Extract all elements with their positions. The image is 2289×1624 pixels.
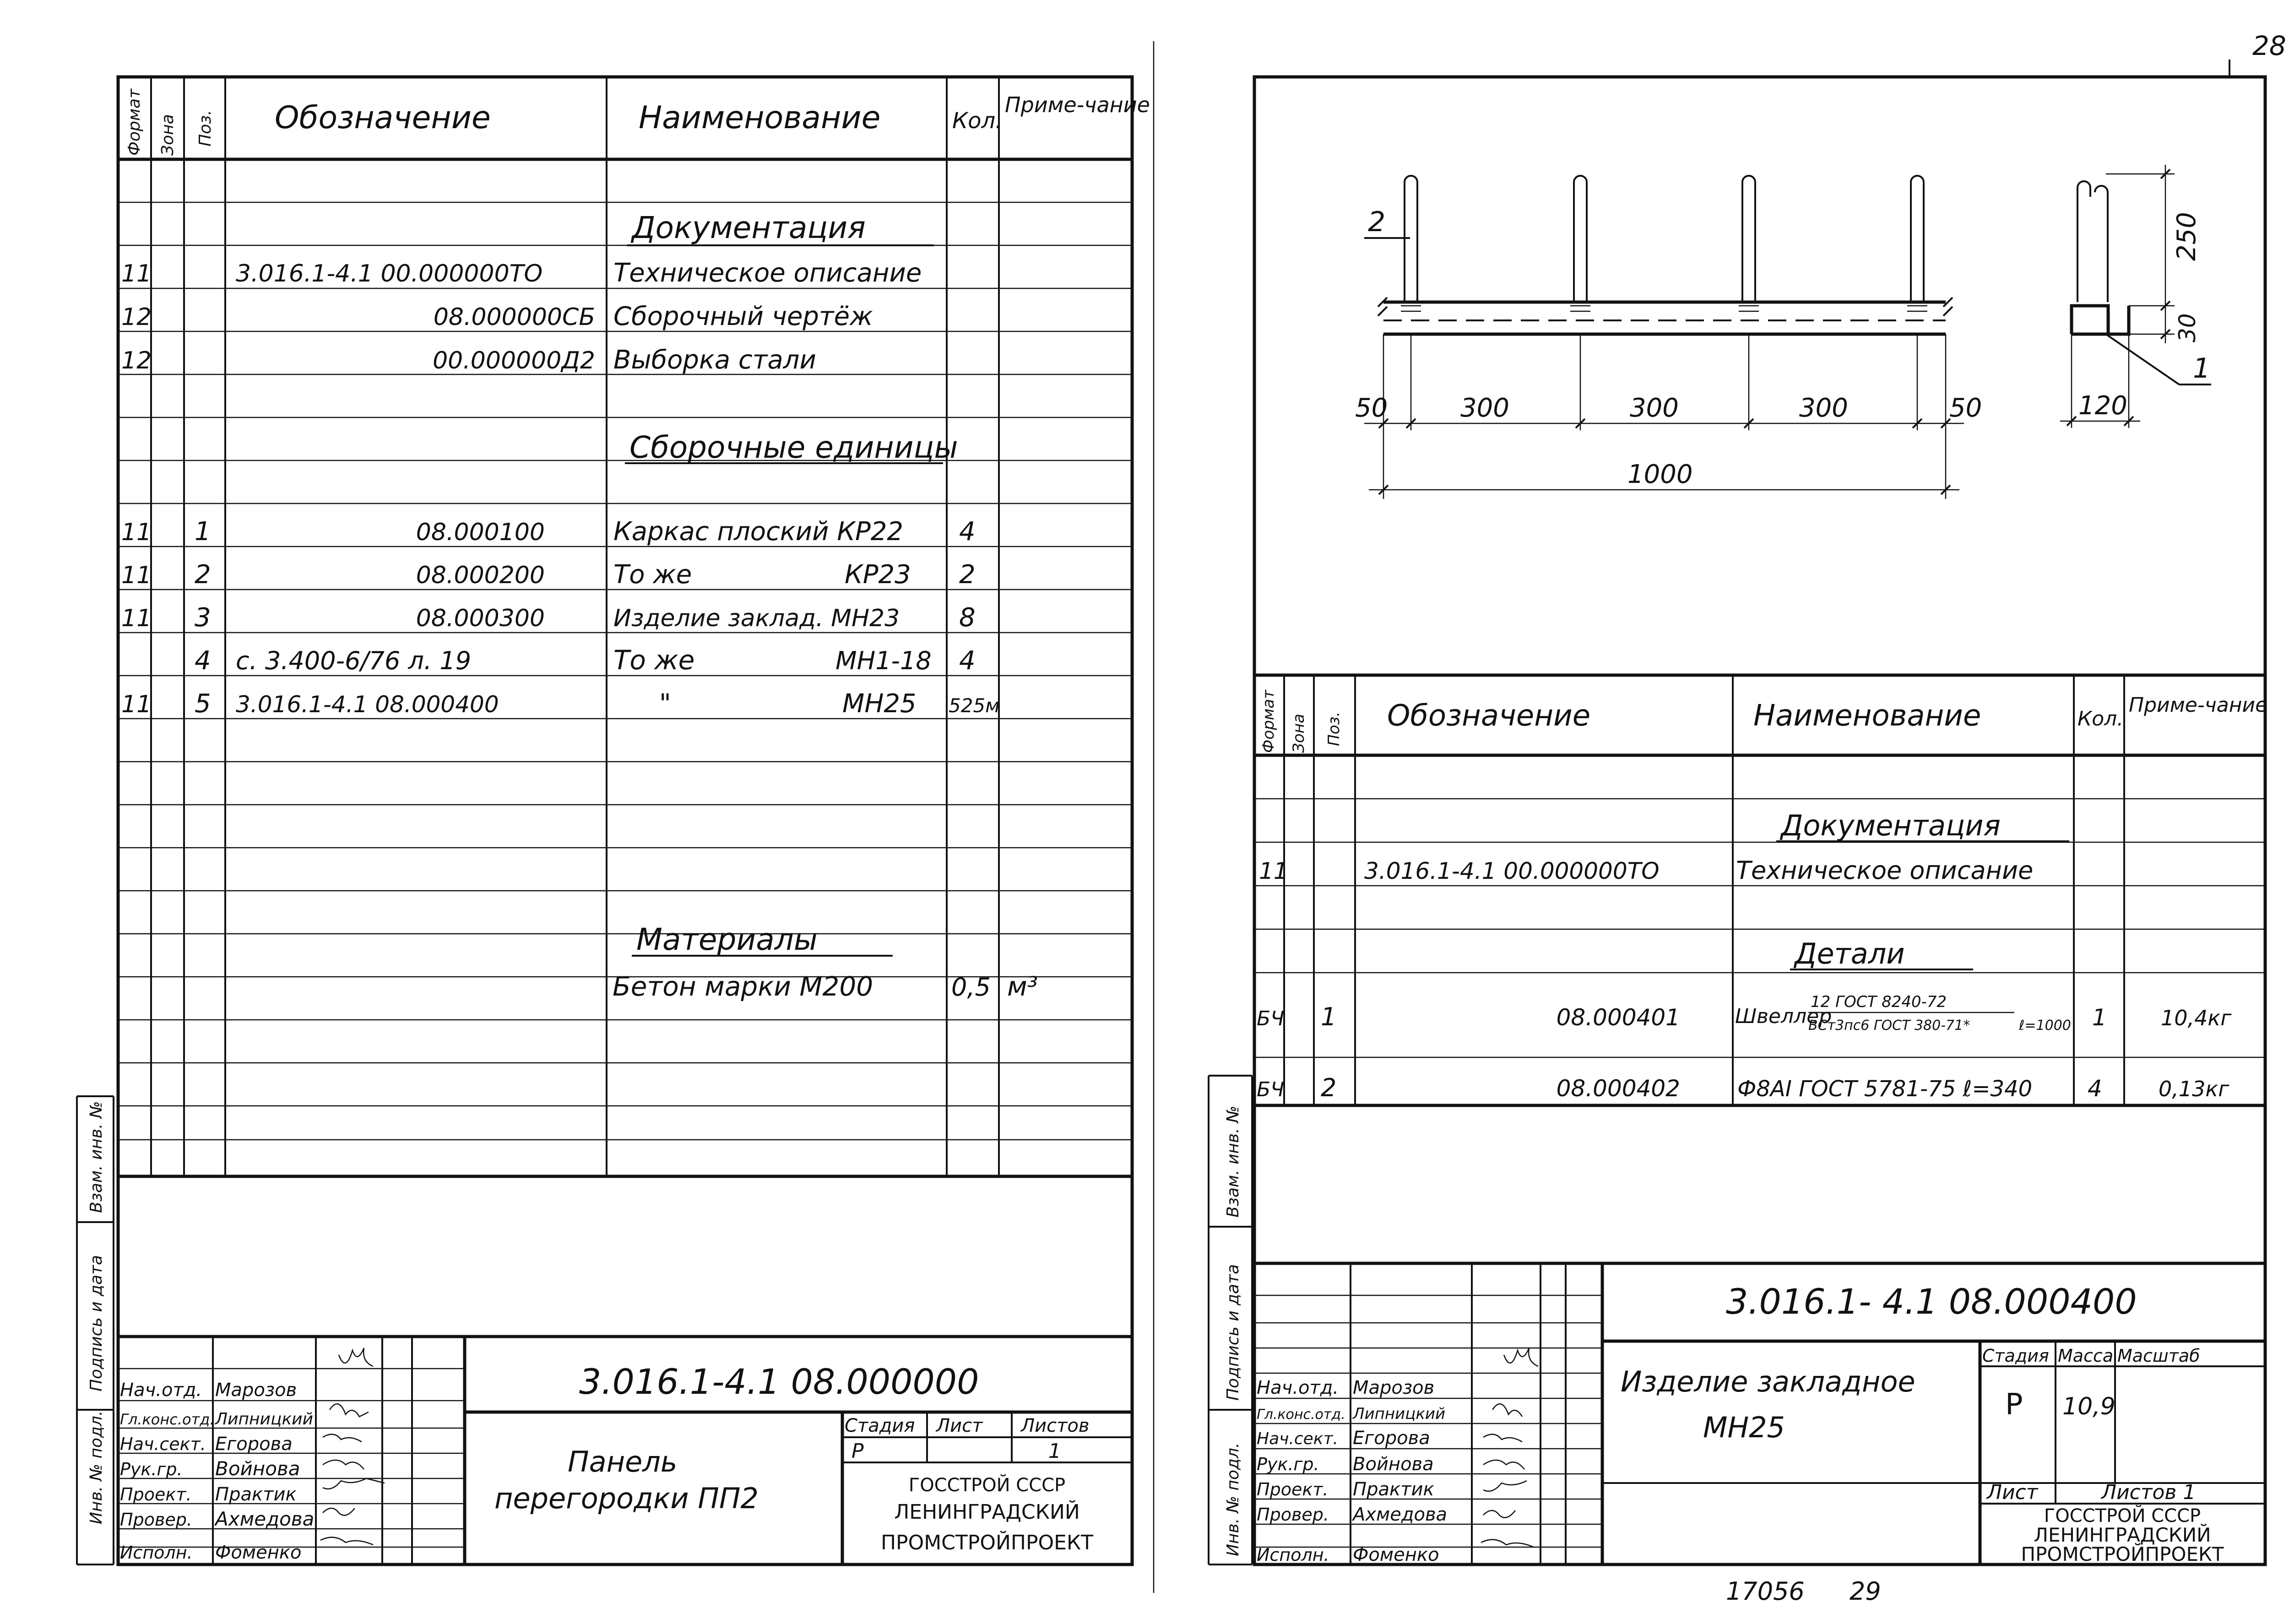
right-title-line1: Изделие закладное (1621, 1365, 1915, 1398)
left-stage-label: Стадия (845, 1415, 915, 1436)
right-r2-name-num: 12 ГОСТ 8240-72 (1811, 993, 1947, 1011)
sig-role: Исполн. (120, 1543, 193, 1563)
right-r1-format: 11 (1259, 858, 1288, 884)
right-org1: ГОССТРОЙ СССР (2044, 1505, 2201, 1527)
sig-name: Войнова (1353, 1454, 1434, 1475)
left-r8-format: 11 (121, 691, 152, 718)
left-r3-name: Выборка стали (613, 345, 816, 375)
header-format: Формат (125, 88, 144, 156)
sig-name: Марозов (1353, 1377, 1435, 1398)
right-r3-note: 0,13кг (2159, 1077, 2229, 1101)
left-r6-qty: 8 (959, 603, 976, 633)
left-r1-format: 11 (121, 260, 152, 287)
right-org3: ПРОМСТРОЙПРОЕКТ (2021, 1543, 2224, 1565)
right-r2-qty: 1 (2092, 1004, 2107, 1031)
dim-120: 120 (2078, 391, 2127, 421)
right-sheet-drawing (1163, 0, 2289, 1622)
left-org1: ГОССТРОЙ СССР (908, 1475, 1066, 1496)
left-r2-designation: 08.000000СБ (433, 303, 595, 331)
left-r6-name: Изделие заклад. МН23 (613, 605, 900, 632)
right-r2-name-prefix: Швеллер (1735, 1005, 1832, 1028)
right-stage-value: Р (2005, 1388, 2023, 1422)
signature-scribbles (320, 1348, 385, 1545)
leader-pos-2: 2 (1368, 206, 1386, 238)
right-sheet-label: Лист (1987, 1481, 2038, 1504)
left-r5-designation: 08.000200 (416, 562, 545, 589)
left-r7-name2: МН1-18 (835, 646, 932, 675)
left-r3-format: 12 (121, 347, 152, 374)
bottom-number-1: 17056 (1726, 1577, 1805, 1606)
dim-300-2: 300 (1630, 393, 1679, 423)
stamp-vzam: Взам. инв. № (1224, 1105, 1242, 1218)
right-sheets-label: Листов 1 (2101, 1481, 2196, 1504)
sig-role: Рук.гр. (1257, 1454, 1319, 1474)
left-r3-designation: 00.000000Д2 (433, 347, 595, 374)
dim-1000: 1000 (1627, 460, 1693, 489)
left-r6-format: 11 (121, 605, 152, 632)
left-sheets-value: 1 (1048, 1440, 1061, 1463)
header-name: Наименование (1753, 699, 1981, 733)
left-r9-note: м³ (1007, 971, 1038, 1002)
dim-50-left: 50 (1355, 393, 1388, 423)
sig-role: Гл.конс.отд. (1257, 1407, 1345, 1423)
stamp-podpis: Подпись и дата (1224, 1264, 1242, 1401)
sig-role: Проект. (120, 1484, 192, 1505)
right-sec-docs: Документация (1781, 809, 2001, 842)
header-qty: Кол. (952, 108, 1003, 134)
sig-name: Егорова (215, 1434, 293, 1455)
corner-page-number: 28 (2252, 30, 2286, 61)
left-r8-pos: 5 (195, 689, 211, 719)
right-r3-qty: 4 (2088, 1075, 2102, 1102)
section-view (2060, 165, 2211, 428)
stamp-vzam: Взам. инв. № (87, 1101, 106, 1213)
right-r3-pos: 2 (1321, 1073, 1337, 1102)
header-zone: Зона (158, 114, 177, 156)
sig-role: Нач.сект. (1257, 1429, 1338, 1448)
bottom-number-2: 29 (1850, 1577, 1881, 1606)
sig-role: Гл.конс.отд. (120, 1411, 215, 1428)
left-sec-materials: Материалы (636, 922, 818, 957)
stamp-inv-podl: Инв. № подл. (1224, 1442, 1242, 1556)
left-r5-name: То же (613, 560, 692, 590)
left-r5-name2: КР23 (845, 560, 911, 590)
sig-role: Нач.отд. (120, 1380, 202, 1401)
sig-name: Ахмедова (215, 1508, 315, 1530)
leader-pos-1: 1 (2193, 352, 2211, 384)
sig-name: Практик (215, 1484, 297, 1505)
header-format: Формат (1259, 690, 1278, 753)
left-r4-format: 11 (121, 519, 152, 546)
left-r4-name: Каркас плоский КР22 (613, 517, 904, 547)
header-designation: Обозначение (1387, 699, 1591, 733)
left-r4-designation: 08.000100 (416, 519, 545, 546)
sig-role: Рук.гр. (120, 1459, 183, 1479)
right-r1-designation: 3.016.1-4.1 00.000000ТО (1364, 858, 1660, 884)
left-r2-format: 12 (121, 303, 152, 331)
right-title-line2: МН25 (1703, 1411, 1785, 1444)
left-title-line2: перегородки ПП2 (494, 1482, 759, 1515)
left-org3: ПРОМСТРОЙПРОЕКТ (880, 1531, 1094, 1554)
stamp-inv-podl: Инв. № подл. (87, 1410, 106, 1524)
right-doc-code: 3.016.1- 4.1 08.000400 (1726, 1281, 2137, 1322)
left-r6-pos: 3 (195, 603, 211, 633)
sig-name: Практик (1353, 1479, 1434, 1500)
right-org2: ЛЕНИНГРАДСКИЙ (2034, 1524, 2211, 1546)
sig-role: Исполн. (1257, 1545, 1329, 1565)
sig-role: Нач.сект. (120, 1434, 206, 1454)
sig-role: Провер. (120, 1510, 192, 1530)
right-r1-name: Техническое описание (1736, 856, 2034, 885)
right-signatures (1257, 1377, 1447, 1565)
left-r7-name: То же (613, 644, 695, 676)
header-note: Приме-чание (2129, 693, 2268, 717)
right-r2-designation: 08.000401 (1556, 1004, 1680, 1031)
sig-name: Фоменко (1353, 1544, 1439, 1565)
left-r7-qty: 4 (959, 646, 976, 676)
anchor-bars (1401, 176, 1927, 311)
left-sec-docs: Документация (632, 210, 866, 245)
header-pos: Поз. (196, 110, 215, 146)
left-r9-qty: 0,5 (951, 973, 991, 1001)
sig-name: Фоменко (215, 1542, 302, 1563)
left-r8-name2: МН25 (842, 689, 917, 719)
left-r8-qty: 525м (949, 694, 1000, 717)
sig-name: Войнова (215, 1457, 300, 1480)
right-mass-label: Масса (2058, 1346, 2114, 1366)
left-sec-units: Сборочные единицы (629, 430, 958, 465)
right-r2-pos: 1 (1321, 1002, 1337, 1031)
dim-30: 30 (2174, 313, 2201, 342)
right-r2-name-den: ВСт3пс6 ГОСТ 380-71* (1808, 1018, 1970, 1034)
sig-name: Ахмедова (1353, 1504, 1448, 1525)
right-r3-name: Ф8АI ГОСТ 5781-75 ℓ=340 (1737, 1076, 2033, 1102)
left-stage-value: Р (852, 1440, 864, 1463)
left-sheet-label: Лист (936, 1415, 983, 1436)
left-doc-code: 3.016.1-4.1 08.000000 (579, 1361, 979, 1402)
stamp-podpis: Подпись и дата (87, 1255, 106, 1391)
header-pos: Поз. (1325, 711, 1343, 746)
left-r6-designation: 08.000300 (416, 605, 545, 632)
left-r1-designation: 3.016.1-4.1 00.000000ТО (236, 260, 543, 287)
signature-scribbles (1481, 1348, 1538, 1547)
left-org2: ЛЕНИНГРАДСКИЙ (894, 1500, 1080, 1524)
header-designation: Обозначение (275, 100, 491, 136)
left-r8-designation: 3.016.1-4.1 08.000400 (236, 691, 499, 718)
sig-role: Провер. (1257, 1505, 1329, 1525)
dim-300-3: 300 (1799, 393, 1848, 423)
sig-name: Марозов (215, 1380, 297, 1401)
left-title-line1: Панель (568, 1445, 678, 1478)
sig-name: Липницкий (215, 1410, 313, 1429)
right-r2-format: БЧ (1257, 1007, 1285, 1030)
left-signatures (120, 1380, 314, 1563)
left-r7-pos: 4 (195, 646, 211, 676)
header-note: Приме-чание (1005, 92, 1150, 117)
header-zone: Зона (1290, 714, 1308, 753)
right-mass-value: 10,9 (2062, 1393, 2115, 1420)
dim-250: 250 (2172, 212, 2202, 261)
left-r5-qty: 2 (959, 560, 976, 590)
left-r9-name: Бетон марки М200 (613, 971, 873, 1002)
right-sec-details: Детали (1795, 937, 1905, 970)
right-stage-label: Стадия (1982, 1346, 2049, 1366)
sig-name: Липницкий (1353, 1405, 1446, 1423)
header-qty: Кол. (2077, 707, 2124, 731)
left-r7-designation: с. 3.400-6/76 л. 19 (236, 646, 472, 675)
left-sheets-label: Листов (1021, 1415, 1090, 1436)
left-r2-name: Сборочный чертёж (613, 302, 873, 331)
header-name: Наименование (639, 100, 881, 136)
left-r5-format: 11 (121, 562, 152, 589)
left-r1-name: Техническое описание (613, 258, 922, 288)
sig-name: Егорова (1353, 1428, 1430, 1449)
left-r5-pos: 2 (195, 560, 211, 590)
left-r8-name: " (659, 689, 671, 719)
dim-50-right: 50 (1949, 393, 1982, 423)
right-r2-name-len: ℓ=1000 (2019, 1018, 2071, 1034)
dim-300-1: 300 (1460, 393, 1509, 423)
sig-role: Проект. (1257, 1479, 1329, 1499)
right-r3-designation: 08.000402 (1556, 1075, 1680, 1102)
right-r3-format: БЧ (1257, 1078, 1285, 1101)
right-scale-label: Масштаб (2117, 1346, 2200, 1366)
sig-role: Нач.отд. (1257, 1377, 1339, 1398)
left-r4-pos: 1 (195, 517, 211, 547)
right-r2-note: 10,4кг (2161, 1006, 2232, 1030)
embedded-item-drawing (1355, 165, 2211, 499)
specification-sheet-right (1163, 0, 2289, 1622)
left-frame (118, 77, 1132, 1564)
left-r4-qty: 4 (959, 517, 976, 547)
